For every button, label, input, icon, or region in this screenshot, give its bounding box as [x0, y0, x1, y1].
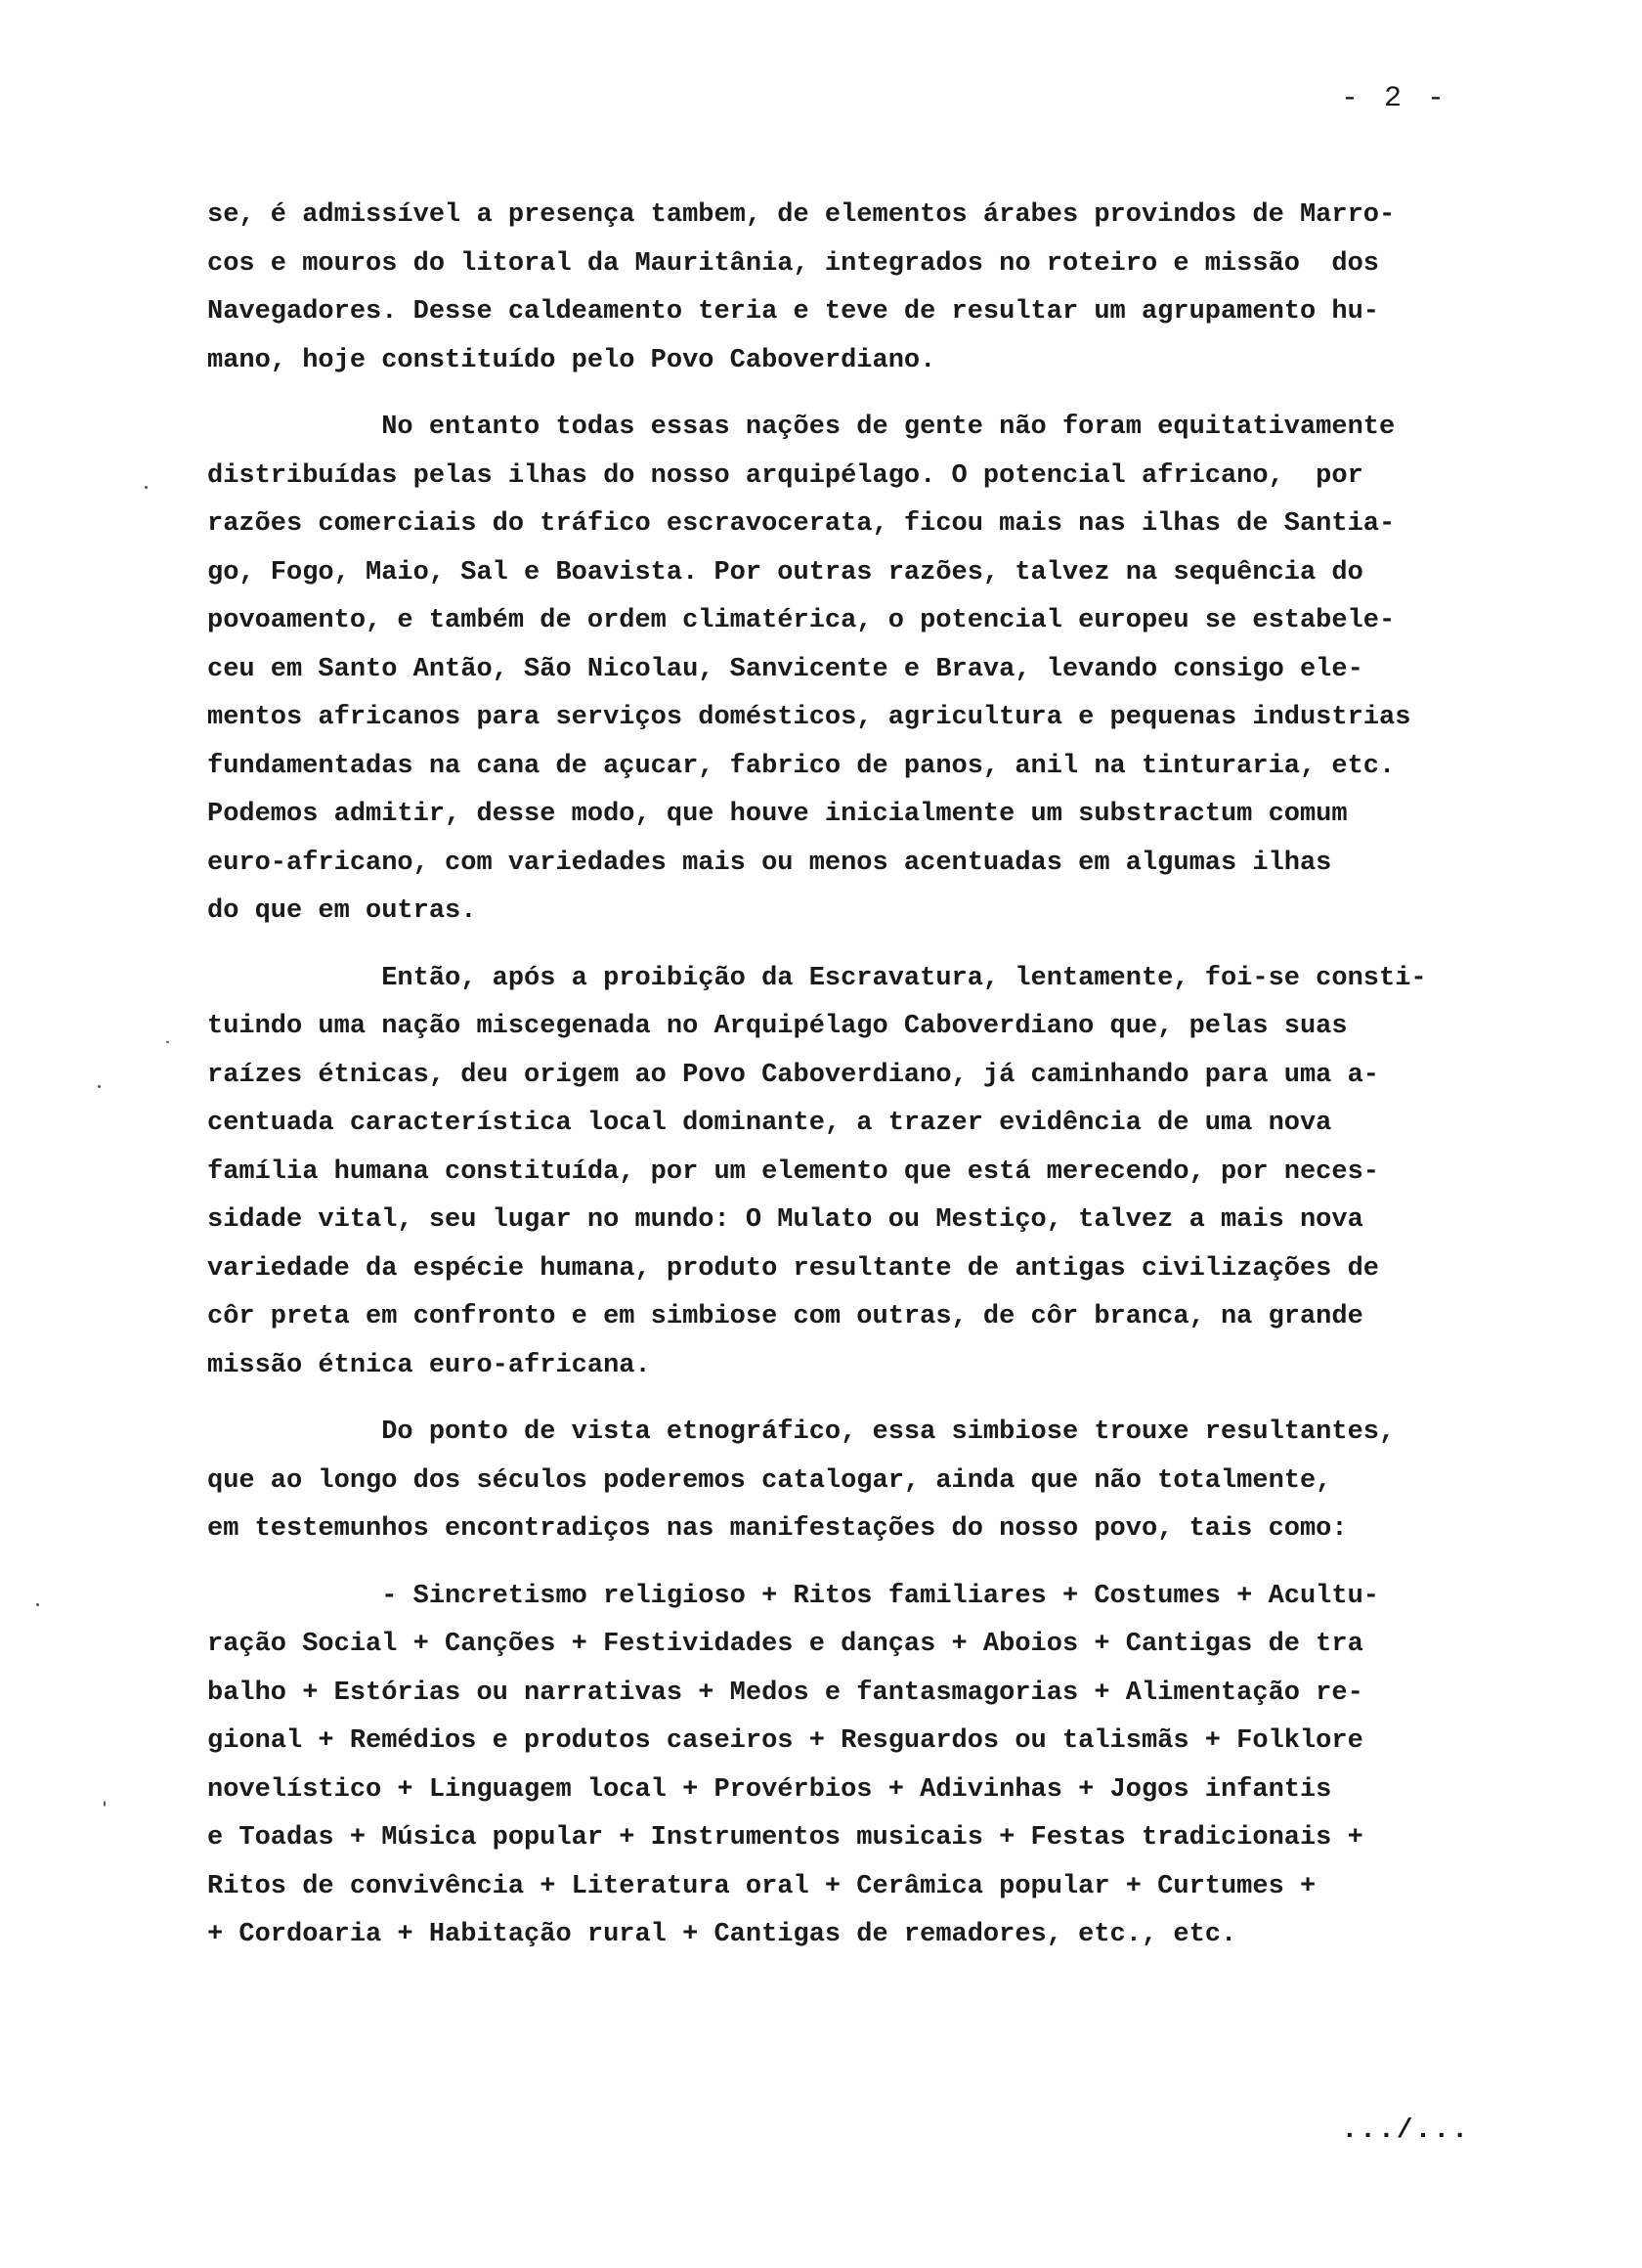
text-line: gional + Remédios e produtos caseiros + Resguardos ou talismãs + Folklore — [207, 1726, 1363, 1756]
text-line: família humana constituída, por um elemento que está merecendo, por neces- — [207, 1156, 1379, 1187]
text-line: tuindo uma nação miscegenada no Arquipélago Caboverdiano que, pelas suas — [207, 1012, 1348, 1041]
scan-speck — [166, 1041, 169, 1043]
scan-speck — [104, 1801, 106, 1807]
text-line: missão étnica euro-africana. — [207, 1350, 651, 1380]
text-line: em testemunhos encontradiços nas manifestações do nosso povo, tais como: — [207, 1514, 1348, 1544]
text-line: go, Fogo, Maio, Sal e Boavista. Por outras razões, talvez na sequência do — [207, 557, 1363, 588]
text-line: No entanto todas essas nações de gente não foram equitativamente — [207, 413, 1396, 442]
text-line: Podemos admitir, desse modo, que houve inicialmente um substractum comum — [207, 800, 1348, 829]
paragraph — [207, 1409, 1576, 1554]
text-line: se, é admissível a presença tambem, de elementos árabes provindos de Marro- — [207, 200, 1396, 230]
text-line: côr preta em confronto e em simbiose com outras, de côr branca, na grande — [207, 1302, 1363, 1331]
paragraph — [207, 404, 1576, 937]
text-line: raízes étnicas, deu origem ao Povo Caboverdiano, já caminhando para uma a- — [207, 1060, 1379, 1090]
text-line: mentos africanos para serviços domésticos, agricultura e pequenas industrias — [207, 703, 1411, 732]
text-line: Ritos de convivência + Literatura oral + Cerâmica popular + Curtumes + — [207, 1871, 1317, 1901]
text-line: Do ponto de vista etnográfico, essa simbiose trouxe resultantes, — [207, 1418, 1396, 1447]
text-line: novelístico + Linguagem local + Provérbios + Adivinhas + Jogos infantis — [207, 1774, 1332, 1805]
paragraph — [207, 1573, 1576, 1960]
text-line: povoamento, e também de ordem climatérica, o potencial europeu se estabele- — [207, 606, 1396, 635]
text-line: razões comerciais do tráfico escravocerata, ficou mais nas ilhas de Santia- — [207, 509, 1396, 539]
text-line: - Sincretismo religioso + Ritos familiares + Costumes + Acultu- — [207, 1581, 1379, 1611]
text-line: ceu em Santo Antão, São Nicolau, Sanvicente e Brava, levando consigo ele- — [207, 654, 1363, 684]
text-line: que ao longo dos séculos poderemos catalogar, ainda que não totalmente, — [207, 1465, 1332, 1496]
text-line: + Cordoaria + Habitação rural + Cantigas de remadores, etc., etc. — [207, 1920, 1237, 1949]
text-line: sidade vital, seu lugar no mundo: O Mulato ou Mestiço, talvez a mais nova — [207, 1205, 1363, 1235]
text-line: do que em outras. — [207, 896, 477, 926]
text-line: balho + Estórias ou narrativas + Medos e fantasmagorias + Alimentação re- — [207, 1678, 1363, 1708]
text-line: mano, hoje constituído pelo Povo Caboverdiano. — [207, 345, 936, 375]
document-body — [207, 192, 1576, 1960]
continuation-marker: .../... — [1341, 2115, 1470, 2146]
paragraph — [207, 192, 1576, 385]
text-line: Navegadores. Desse caldeamento teria e teve de resultar um agrupamento hu- — [207, 297, 1379, 327]
text-line: cos e mouros do litoral da Mauritânia, integrados no roteiro e missão dos — [207, 248, 1379, 279]
scan-speck — [36, 1603, 39, 1606]
text-line: variedade da espécie humana, produto resultante de antigas civilizações de — [207, 1253, 1379, 1284]
text-line: distribuídas pelas ilhas do nosso arquipélago. O potencial africano, por — [207, 460, 1363, 491]
paragraph — [207, 955, 1576, 1391]
text-line: centuada característica local dominante, a trazer evidência de uma nova — [207, 1109, 1332, 1138]
text-line: euro-africano, com variedades mais ou menos acentuadas em algumas ilhas — [207, 848, 1332, 878]
page-number: - 2 - — [1340, 82, 1448, 115]
scan-speck — [98, 1085, 101, 1088]
scan-speck — [145, 486, 148, 489]
text-line: ração Social + Canções + Festividades e danças + Aboios + Cantigas de tra — [207, 1630, 1363, 1659]
text-line: fundamentadas na cana de açucar, fabrico de panos, anil na tinturaria, etc. — [207, 751, 1396, 781]
text-line: e Toadas + Música popular + Instrumentos musicais + Festas tradicionais + — [207, 1823, 1363, 1853]
text-line: Então, após a proibição da Escravatura, lentamente, foi-se consti- — [207, 963, 1427, 993]
